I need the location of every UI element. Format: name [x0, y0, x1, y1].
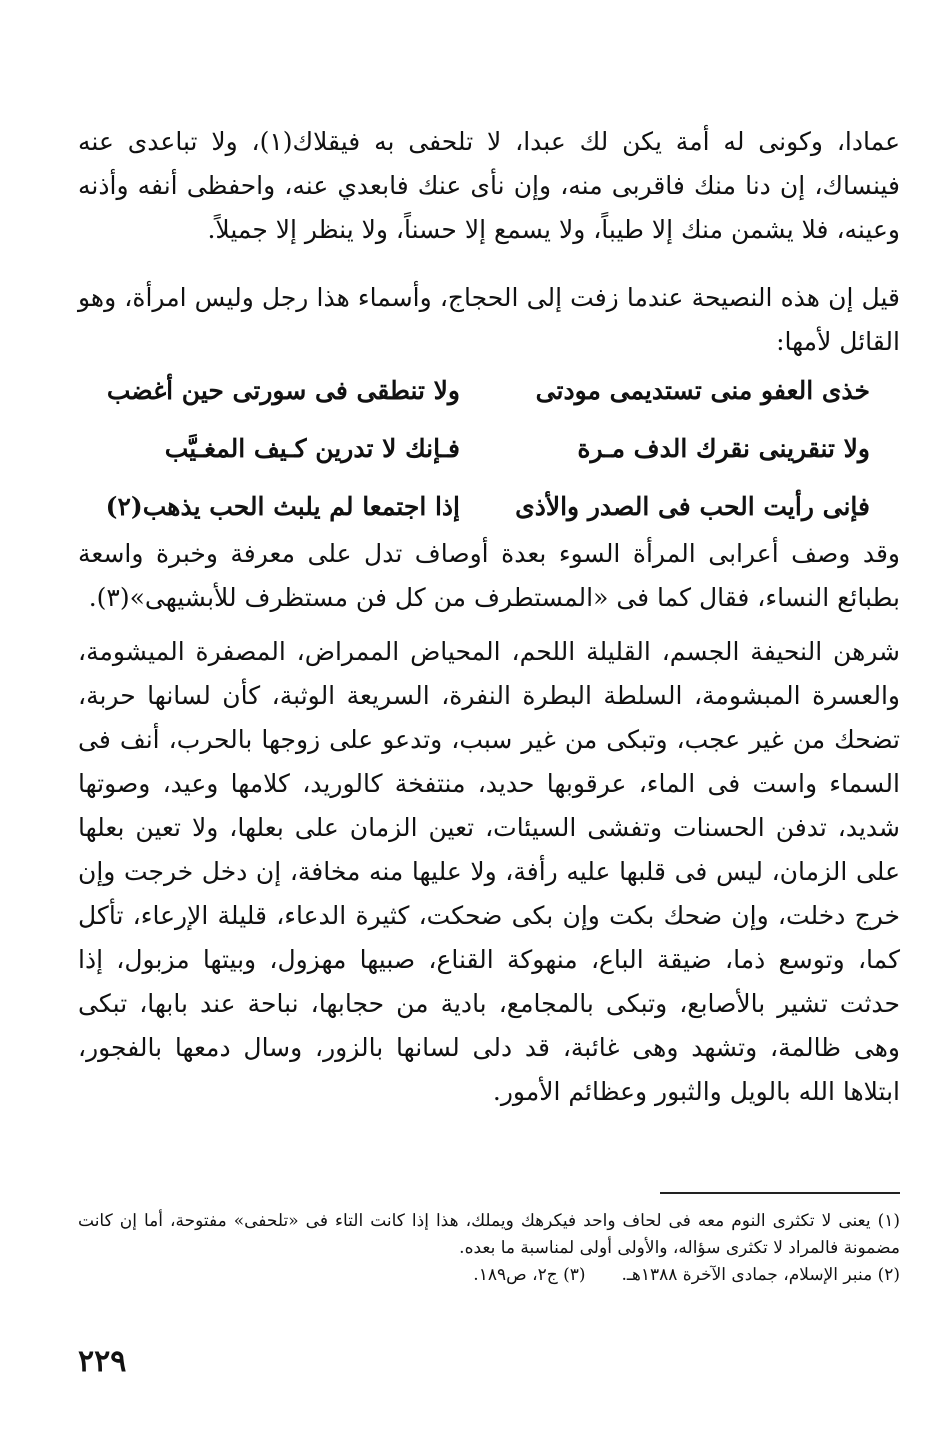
poem-hemistich-first: ولا تنقرينى نقرك الدف مـرة	[577, 434, 870, 463]
page-number: ٢٢٩	[78, 1344, 127, 1379]
poem-line	[100, 362, 870, 420]
poem-hemistich-second: إذا اجتمعا لم يلبث الحب يذهب(٢)	[105, 492, 460, 521]
footnote-3: (٣) ج٢، ص١٨٩.	[473, 1265, 586, 1285]
footnote-divider	[660, 1192, 900, 1194]
footnote-1: (١) يعنى لا تكثرى النوم معه فى لحاف واحد فيكرهك ويملك، هذا إذا كانت التاء فى «تلحفى» مفتوحة، أما إن كانت مضمونة فالمراد لا تكثرى سؤاله، والأولى أولى لمناسبة ما بعده.	[78, 1211, 900, 1258]
paragraph-advice: عمادا، وكونى له أمة يكن لك عبدا، لا تلحفى به فيقلاك(١)، ولا تباعدى عنه فينساك، إن دنا منك فاقربى منه، وإن نأى عنك فابعدي عنه، واحفظى أنفه وأذنه وعينه، فلا يشمن منك إلا طيباً، ولا يسمع إلا حسناً، ولا ينظر إلا جميلاً.	[78, 127, 900, 244]
poem-line	[100, 478, 870, 536]
poem-hemistich-second: ولا تنطقى فى سورتى حين أغضب	[106, 376, 460, 405]
poem-hemistich-second: فـإنك لا تدرين كـيف المغـيَّب	[164, 434, 460, 463]
poem-line	[100, 420, 870, 478]
paragraph-bedouin: وقد وصف أعرابى المرأة السوء بعدة أوصاف تدل على معرفة وخبرة واسعة بطبائع النساء، فقال كما فى «المستطرف من كل فن مستظرف للأبشيهى»(٣).	[78, 539, 900, 612]
footnote-row	[78, 1262, 900, 1289]
poem	[100, 362, 870, 536]
poem-hemistich-first: فإنى رأيت الحب فى الصدر والأذى	[515, 492, 870, 521]
paragraph-hajjaj: قيل إن هذه النصيحة عندما زفت إلى الحجاج، وأسماء هذا رجل وليس امرأة، وهو القائل لأمها:	[78, 283, 900, 356]
paragraph-description: شرهن النحيفة الجسم، القليلة اللحم، المحياض الممراض، المصفرة الميشومة، والعسرة المبشومة، السلطة البطرة النفرة، السريعة الوثبة، كأن لسانها حربة، تضحك من غير عجب، وتبكى من غير سبب، وتدعو على زوجها بالحرب، أنف فى السماء واست فى الماء، عرقوبها حديد، منتفخة كالوريد، كلامها وعيد، وصوتها شديد، تدفن الحسنات وتفشى السيئات، تعين الزمان على بعلها، ولا تعين بعلها على الزمان، ليس فى قلبها عليه رأفة، ولا عليها منه مخافة، إن دخل خرجت وإن خرج دخلت، وإن ضحك بكت وإن بكى ضحكت، كثيرة الدعاء، قليلة الإرعاء، تأكل كما، وتوسع ذما، ضيقة الباع، منهوكة القناع، صبيها مهزول، وبيتها مزبول، إذا حدثت تشير بالأصابع، وتبكى بالمجامع، بادية من حجابها، نباحة عند بابها، تبكى وهى ظالمة، وتشهد وهى غائبة، قد دلى لسانها بالزور، وسال دمعها بالفجور، ابتلاها الله بالويل والثبور وعظائم الأمور.	[78, 637, 900, 1106]
footnote-2: (٢) منبر الإسلام، جمادى الآخرة ١٣٨٨هـ.	[621, 1265, 900, 1285]
poem-hemistich-first: خذى العفو منى تستديمى مودتى	[535, 376, 870, 405]
footnotes	[78, 1208, 900, 1289]
